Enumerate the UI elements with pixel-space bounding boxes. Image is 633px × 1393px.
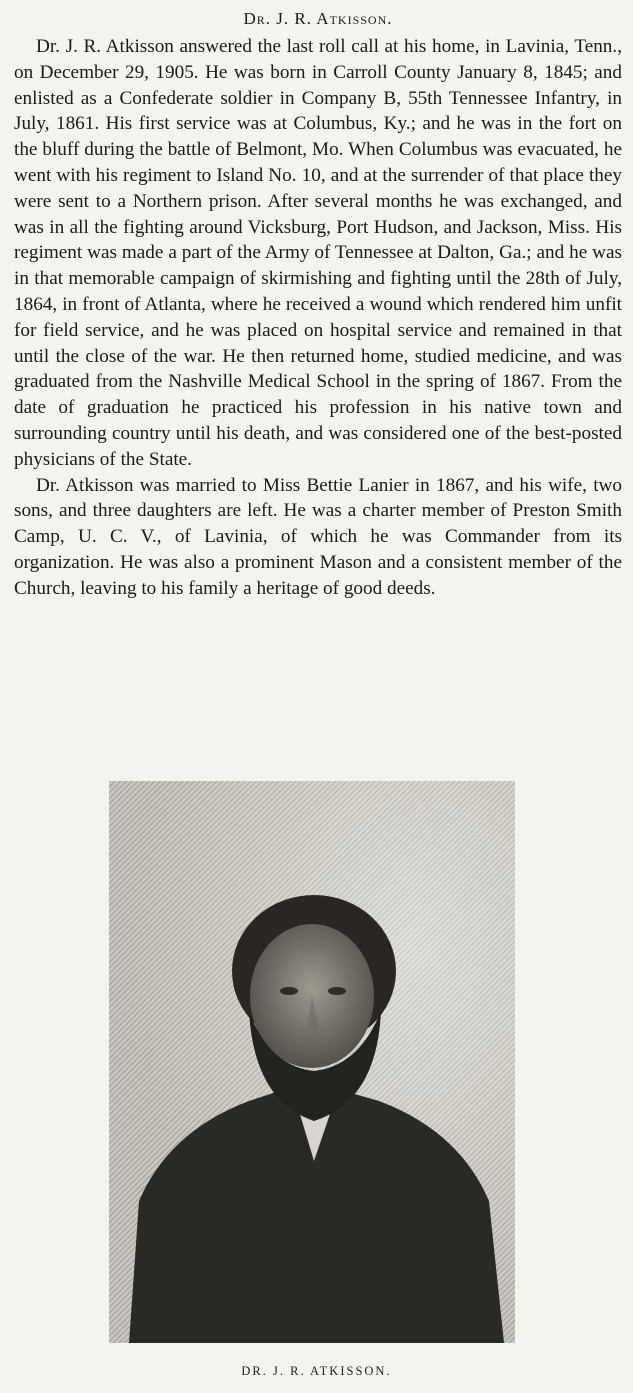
article-heading: Dr. J. R. Atkisson. <box>243 9 393 28</box>
article-paragraph-1: Dr. J. R. Atkisson answered the last roll call at his home, in Lavinia, Tenn., on December 29, 1905. He was born in Carroll County January 8, 1845; and enlisted as a Confederate soldier in Company B, 55th Tennessee Infantry, in July, 1861. His first service was at Columbus, Ky.; and he was in the fort on the bluff during the battle of Belmont, Mo. When Columbus was evacuated, he went with his regiment to Island No. 10, and at the surrender of that place they were sent to a Northern prison. After several months he was exchanged, and was in all the fighting around Vicksburg, Port Hudson, and Jackson, Miss. His regiment was made a part of the Army of Tennessee at Dalton, Ga.; and he was in that memorable campaign of skirmishing and fighting until the 28th of July, 1864, in front of Atlanta, where he received a wound which rendered him unfit for field service, and he was placed on hospital service and remained in that until the close of the war. He then returned home, studied medicine, and was graduated from the Nashville Medical School in the spring of 1867. From the date of graduation he practiced his profession in his native town and surrounding country until his death, and was considered one of the best-posted physicians of the State. <box>14 36 622 470</box>
portrait-caption: DR. J. R. ATKISSON. <box>241 1364 392 1378</box>
portrait-photo <box>109 781 515 1343</box>
article <box>14 6 622 602</box>
article-paragraph-2: Dr. Atkisson was married to Miss Bettie Lanier in 1867, and his wife, two sons, and three daughters are left. He was a charter member of Preston Smith Camp, U. C. V., of Lavinia, of which he was Commander from its organization. He was also a prominent Mason and a consistent member of the Church, leaving to his family a heritage of good deeds. <box>14 474 622 599</box>
